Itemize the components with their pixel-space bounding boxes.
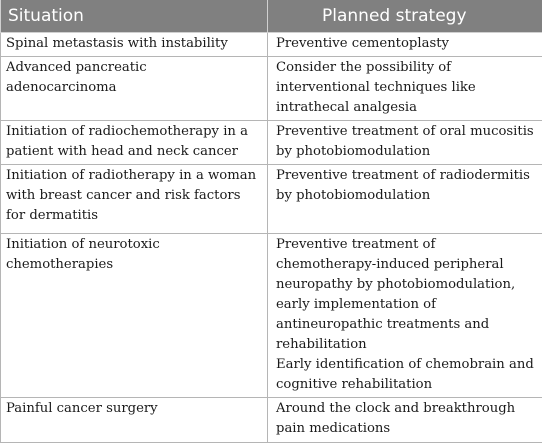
strategy-text: Early identification of chemobrain and cognitive rehabilitation	[276, 355, 536, 395]
header-situation: Situation	[1, 0, 268, 33]
situation-cell: Initiation of radiotherapy in a woman with breast cancer and risk factors for dermatitis	[1, 165, 268, 234]
table-row	[1, 165, 542, 234]
table-row	[1, 234, 542, 398]
header-planned-strategy: Planned strategy	[268, 0, 542, 33]
situation-cell: Painful cancer surgery	[1, 398, 268, 443]
strategy-text: Preventive treatment of oral mucositis by photobiomodulation	[276, 122, 536, 162]
strategy-text: Around the clock and breakthrough pain medications	[276, 399, 536, 439]
strategy-cell	[268, 234, 542, 398]
strategy-text: Consider the possibility of interventional techniques like intrathecal analgesia	[276, 58, 536, 118]
table-row	[1, 33, 542, 57]
table-row	[1, 121, 542, 165]
table-header-row	[1, 0, 542, 33]
strategy-cell	[268, 57, 542, 121]
strategy-text: Preventive treatment of radiodermitis by photobiomodulation	[276, 166, 536, 206]
strategy-cell	[268, 398, 542, 443]
strategy-cell	[268, 165, 542, 234]
strategy-cell	[268, 33, 542, 57]
strategy-cell	[268, 121, 542, 165]
situation-cell: Initiation of radiochemotherapy in a patient with head and neck cancer	[1, 121, 268, 165]
table-row	[1, 57, 542, 121]
situation-cell: Initiation of neurotoxic chemotherapies	[1, 234, 268, 398]
strategy-text: Preventive treatment of chemotherapy-induced peripheral neuropathy by photobiomodulation, early implementation of antineuropathic treatments and rehabilitation	[276, 235, 536, 355]
table-row	[1, 398, 542, 443]
situation-cell: Advanced pancreatic adenocarcinoma	[1, 57, 268, 121]
strategy-text: Preventive cementoplasty	[276, 34, 536, 54]
situation-cell: Spinal metastasis with instability	[1, 33, 268, 57]
